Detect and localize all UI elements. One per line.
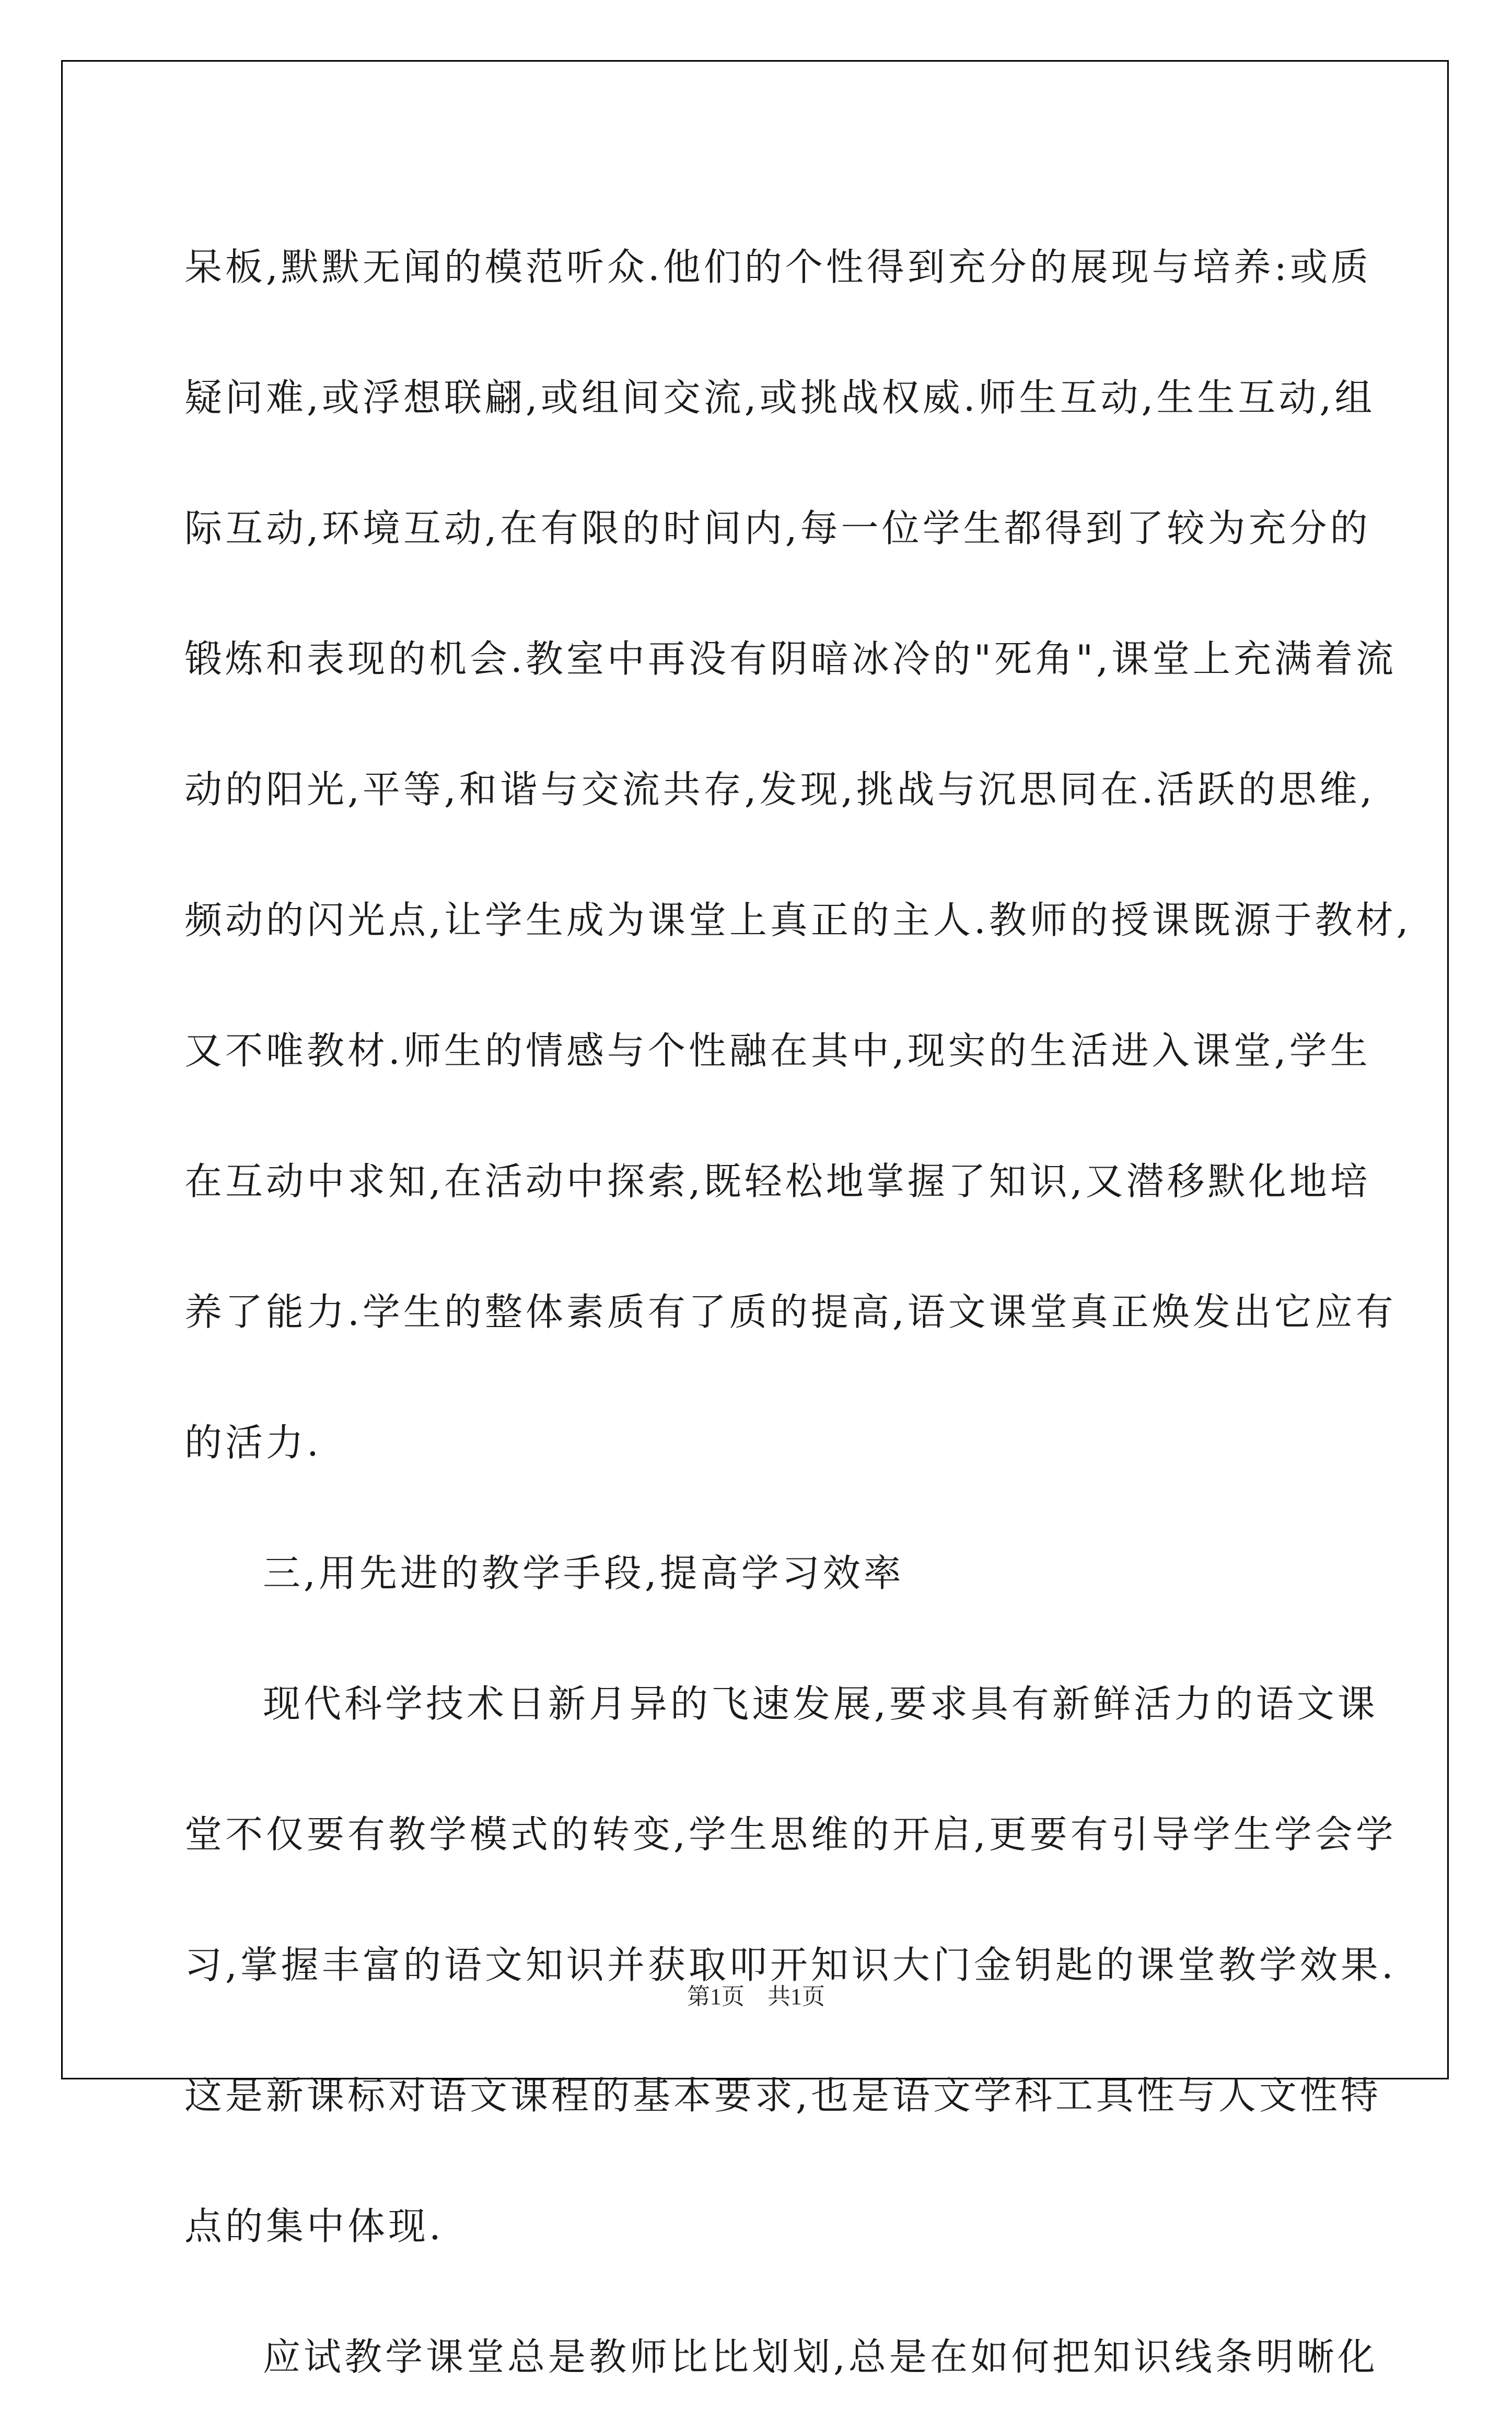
paragraph-line: 养了能力.学生的整体素质有了质的提高,语文课堂真正焕发出它应有: [184, 1290, 1397, 1334]
paragraph-line: 疑问难,或浮想联翩,或组间交流,或挑战权威.师生互动,生生互动,组: [184, 376, 1376, 420]
paragraph-line: 际互动,环境互动,在有限的时间内,每一位学生都得到了较为充分的: [184, 506, 1371, 550]
paragraph-line: 动的阳光,平等,和谐与交流共存,发现,挑战与沉思同在.活跃的思维,: [184, 767, 1376, 811]
paragraph-line: 应试教学课堂总是教师比比划划,总是在如何把知识线条明晰化: [263, 2335, 1378, 2379]
page-number: 第1页 共1页: [687, 1984, 825, 2009]
paragraph-line: 在互动中求知,在活动中探索,既轻松地掌握了知识,又潜移默化地培: [184, 1159, 1371, 1203]
paragraph-line: 现代科学技术日新月异的飞速发展,要求具有新鲜活力的语文课: [263, 1682, 1378, 1726]
paragraph-line: 又不唯教材.师生的情感与个性融在其中,现实的生活进入课堂,学生: [184, 1029, 1371, 1073]
document-body: [184, 199, 1412, 2419]
paragraph-line: 堂不仅要有教学模式的转变,学生思维的开启,更要有引导学生学会学: [184, 1812, 1397, 1856]
section-heading: 三,用先进的教学手段,提高学习效率: [263, 1551, 904, 1595]
paragraph-line: 锻炼和表现的机会.教室中再没有阴暗冰冷的"死角",课堂上充满着流: [184, 637, 1397, 681]
paragraph-line: 频动的闪光点,让学生成为课堂上真正的主人.教师的授课既源于教材,: [184, 898, 1412, 942]
paragraph-line: 这是新课标对语文课程的基本要求,也是语文学科工具性与人文性特: [184, 2074, 1381, 2118]
paragraph-line: 的活力.: [184, 1421, 322, 1464]
paragraph-line: 呆板,默默无闻的模范听众.他们的个性得到充分的展现与培养:或质: [184, 245, 1372, 289]
paragraph-line: 点的集中体现.: [184, 2204, 444, 2248]
paragraph-line: 习,掌握丰富的语文知识并获取叩开知识大门金钥匙的课堂教学效果.: [184, 1943, 1397, 1987]
